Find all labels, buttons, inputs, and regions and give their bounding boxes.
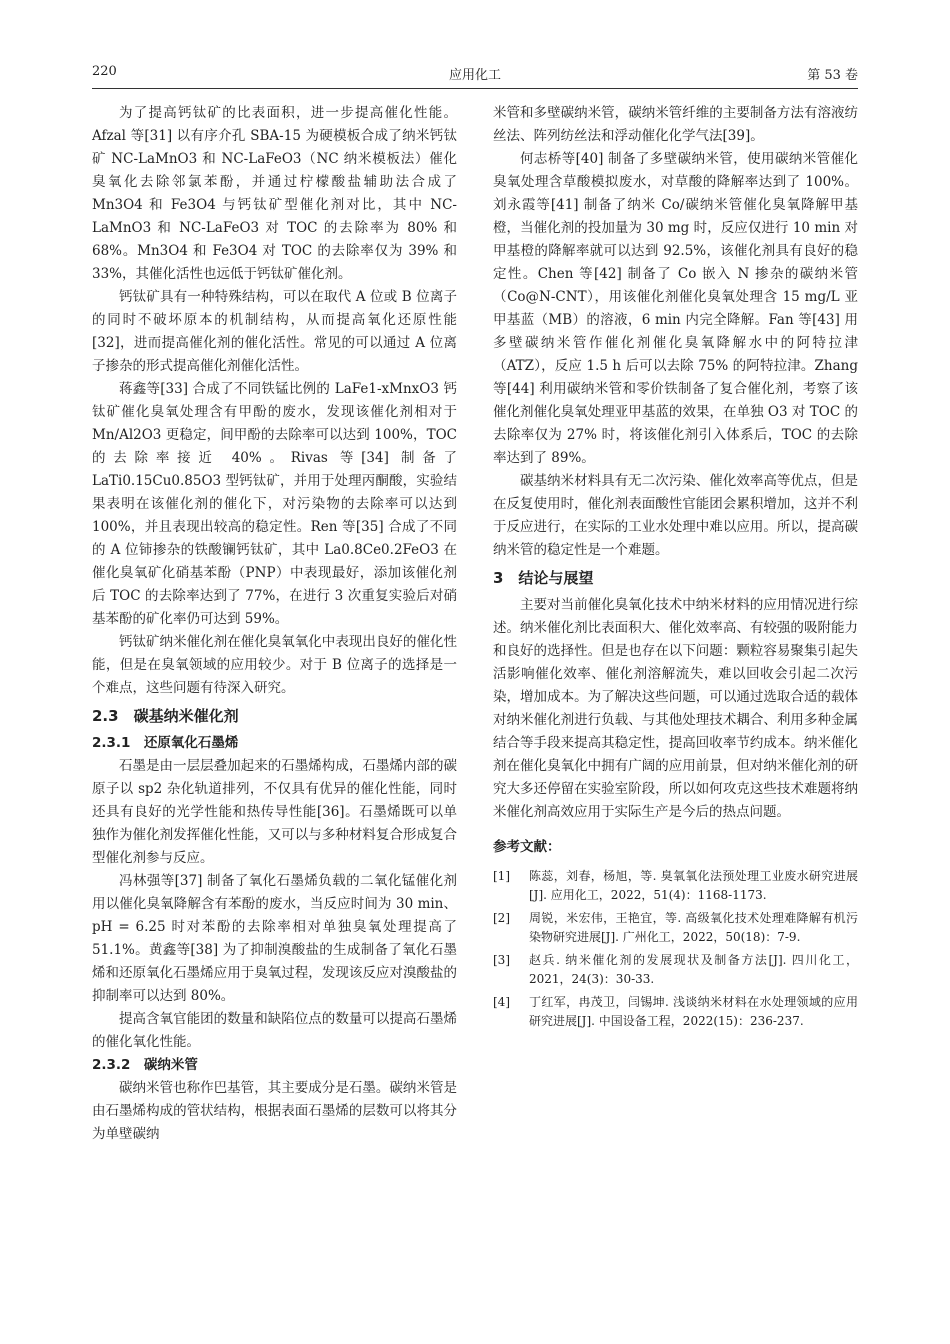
- journal-name: 应用化工: [448, 68, 501, 83]
- paragraph: 蒋鑫等[33] 合成了不同铁锰比例的 LaFe1-xMnxO3 钙钛矿催化臭氧处理含有甲酚的废水，发现该催化剂相对于 Mn/Al2O3 更稳定，间甲酚的去除率可以达到 100%，TOC 的去除率接近 40%。Rivas 等[34] 制备了 LaTi0.15Cu0.85O3 型钙钛矿，并用于处理丙酮酸，实验结果表明在该催化剂的催化下，对污染物的去除率可以达到 100%，并且表现出较高的稳定性。Ren 等[35] 合成了不同的 A 位铈掺杂的铁酸镧钙钛矿，其中 La0.8Ce0.2FeO3 在催化臭氧矿化硝基苯酚（PNP）中表现最好，添加该催化剂后 TOC 的去除率达到了 77%，在进行 3 次重复实验后对硝基苯酚的矿化率仍可达到 59%。: [92, 381, 457, 627]
- section-heading: 3 结论与展望: [493, 569, 594, 587]
- header-rule: [92, 88, 858, 89]
- reference-text: 丁红军，冉茂卫，闫锡坤. 浅谈纳米材料在水处理领域的应用研究进展[J]. 中国设备工程，2022(15)：236-237.: [529, 995, 858, 1028]
- paragraph: 冯林强等[37] 制备了氧化石墨烯负载的二氧化锰催化剂用以催化臭氧降解含有苯酚的废水，当反应时间为 30 min、pH = 6.25 时对苯酚的去除率相对单独臭氧处理提高了 51.1%。黄鑫等[38] 为了抑制溴酸盐的生成制备了氧化石墨烯和还原氧化石墨烯应用于臭氧过程，发现该反应对溴酸盐的抑制率可以达到 80%。: [92, 873, 457, 1004]
- reference-text: 赵兵. 纳米催化剂的发展现状及制备方法[J]. 四川化工，2021，24(3)：30-33.: [529, 953, 858, 986]
- references-title: 参考文献：: [493, 839, 561, 855]
- paragraph: 提高含氧官能团的数量和缺陷位点的数量可以提高石墨烯的催化氧化性能。: [92, 1011, 457, 1050]
- subsection-heading: 2.3.1 还原氧化石墨烯: [92, 735, 239, 751]
- reference-item: [493, 993, 858, 1031]
- paragraph: 碳纳米管也称作巴基管，其主要成分是石墨。碳纳米管是由石墨烯构成的管状结构，根据表面石墨烯的层数可以将其分为单壁碳纳: [92, 1080, 457, 1142]
- reference-item: [493, 909, 858, 947]
- reference-text: 周锐，米宏伟，王艳宜，等. 高级氧化技术处理难降解有机污染物研究进展[J]. 广州化工，2022，50(18)：7-9.: [529, 911, 858, 944]
- left-column: [92, 102, 457, 1146]
- running-header: [0, 64, 950, 84]
- reference-number: [3]: [493, 953, 510, 967]
- reference-item: [493, 867, 858, 905]
- paragraph: 钙钛矿纳米催化剂在催化臭氧氧化中表现出良好的催化性能，但是在臭氧领域的应用较少。对于 B 位离子的选择是一个难点，这些问题有待深入研究。: [92, 634, 457, 696]
- volume-label: 第 53 卷: [807, 68, 858, 83]
- paragraph: 石墨是由一层层叠加起来的石墨烯构成，石墨烯内部的碳原子以 sp2 杂化轨道排列，不仅具有优异的催化性能，同时还具有良好的光学性能和热传导性能[36]。石墨烯既可以单独作为催化剂发挥催化性能，又可以与多种材料复合形成复合型催化剂参与反应。: [92, 758, 457, 866]
- reference-text: 陈蕊，刘春，杨旭，等. 臭氧氧化法预处理工业废水研究进展[J]. 应用化工，2022，51(4)：1168-1173.: [529, 869, 858, 902]
- reference-number: [1]: [493, 869, 510, 883]
- reference-number: [4]: [493, 995, 510, 1009]
- paragraph: 为了提高钙钛矿的比表面积，进一步提高催化性能。Afzal 等[31] 以有序介孔 SBA-15 为硬模板合成了纳米钙钛矿 NC-LaMnO3 和 NC-LaFeO3（NC 纳米模板法）催化臭氧化去除邻氯苯酚，并通过柠檬酸盐辅助法合成了 Mn3O4 和 Fe3O4 与钙钛矿型催化剂对比，其中 NC-LaMnO3 和 NC-LaFeO3 对 TOC 的去除率为 80% 和 68%。Mn3O4 和 Fe3O4 对 TOC 的去除率仅为 39% 和 33%，其催化活性也远低于钙钛矿催化剂。: [92, 105, 457, 282]
- reference-number: [2]: [493, 911, 510, 925]
- paragraph: 何志桥等[40] 制备了多壁碳纳米管，使用碳纳米管催化臭氧处理含草酸模拟废水，对草酸的降解率达到了 100%。刘永霞等[41] 制备了纳米 Co/碳纳米管催化臭氧降解甲基橙，当催化剂的投加量为 30 mg 时，反应仅进行 10 min 对甲基橙的降解率就可以达到 92.5%，该催化剂具有良好的稳定性。Chen 等[42] 制备了 Co 嵌入 N 掺杂的碳纳米管（Co@N-CNT），用该催化剂催化臭氧处理含 15 mg/L 亚甲基蓝（MB）的溶液，6 min 内完全降解。Fan 等[43] 用多壁碳纳米管作催化剂催化臭氧降解水中的阿特拉津（ATZ），反应 1.5 h 后可以去除 75% 的阿特拉津。Zhang 等[44] 利用碳纳米管和零价铁制备了复合催化剂，考察了该催化剂催化臭氧处理亚甲基蓝的效果，在单独 O3 对 TOC 的去除率仅为 27% 时，将该催化剂引入体系后，TOC 的去除率达到了 89%。: [493, 151, 858, 466]
- paragraph: 钙钛矿具有一种特殊结构，可以在取代 A 位或 B 位离子的同时不破坏原本的机制结构，从而提高氧化还原性能[32]，进而提高催化剂的催化活性。常见的可以通过 A 位离子掺杂的形式提高催化剂催化活性。: [92, 289, 457, 374]
- right-column: [493, 102, 858, 1035]
- paragraph: 碳基纳米材料具有无二次污染、催化效率高等优点，但是在反复使用时，催化剂表面酸性官能团会累积增加，这并不利于反应进行，在实际的工业水处理中难以应用。所以，提高碳纳米管的稳定性是一个难题。: [493, 473, 858, 558]
- reference-item: [493, 951, 858, 989]
- section-heading: 2.3 碳基纳米催化剂: [92, 707, 239, 725]
- page-number: 220: [92, 64, 117, 79]
- paragraph: 主要对当前催化臭氧化技术中纳米材料的应用情况进行综述。纳米催化剂比表面积大、催化效率高、有较强的吸附能力和良好的选择性。但是也存在以下问题：颗粒容易聚集引起失活影响催化效率、催化剂溶解流失，难以回收会引起二次污染，增加成本。为了解决这些问题，可以通过选取合适的载体对纳米催化剂进行负载、与其他处理技术耦合、利用多种金属结合等手段来提高其稳定性，提高回收率节约成本。纳米催化剂在催化臭氧化中拥有广阔的应用前景，但对纳米催化剂的研究大多还停留在实验室阶段，所以如何攻克这些技术难题将纳米催化剂高效应用于实际生产是今后的热点问题。: [493, 597, 858, 820]
- paragraph: 米管和多壁碳纳米管，碳纳米管纤维的主要制备方法有溶液纺丝法、阵列纺丝法和浮动催化化学气法[39]。: [493, 105, 858, 144]
- subsection-heading: 2.3.2 碳纳米管: [92, 1057, 198, 1073]
